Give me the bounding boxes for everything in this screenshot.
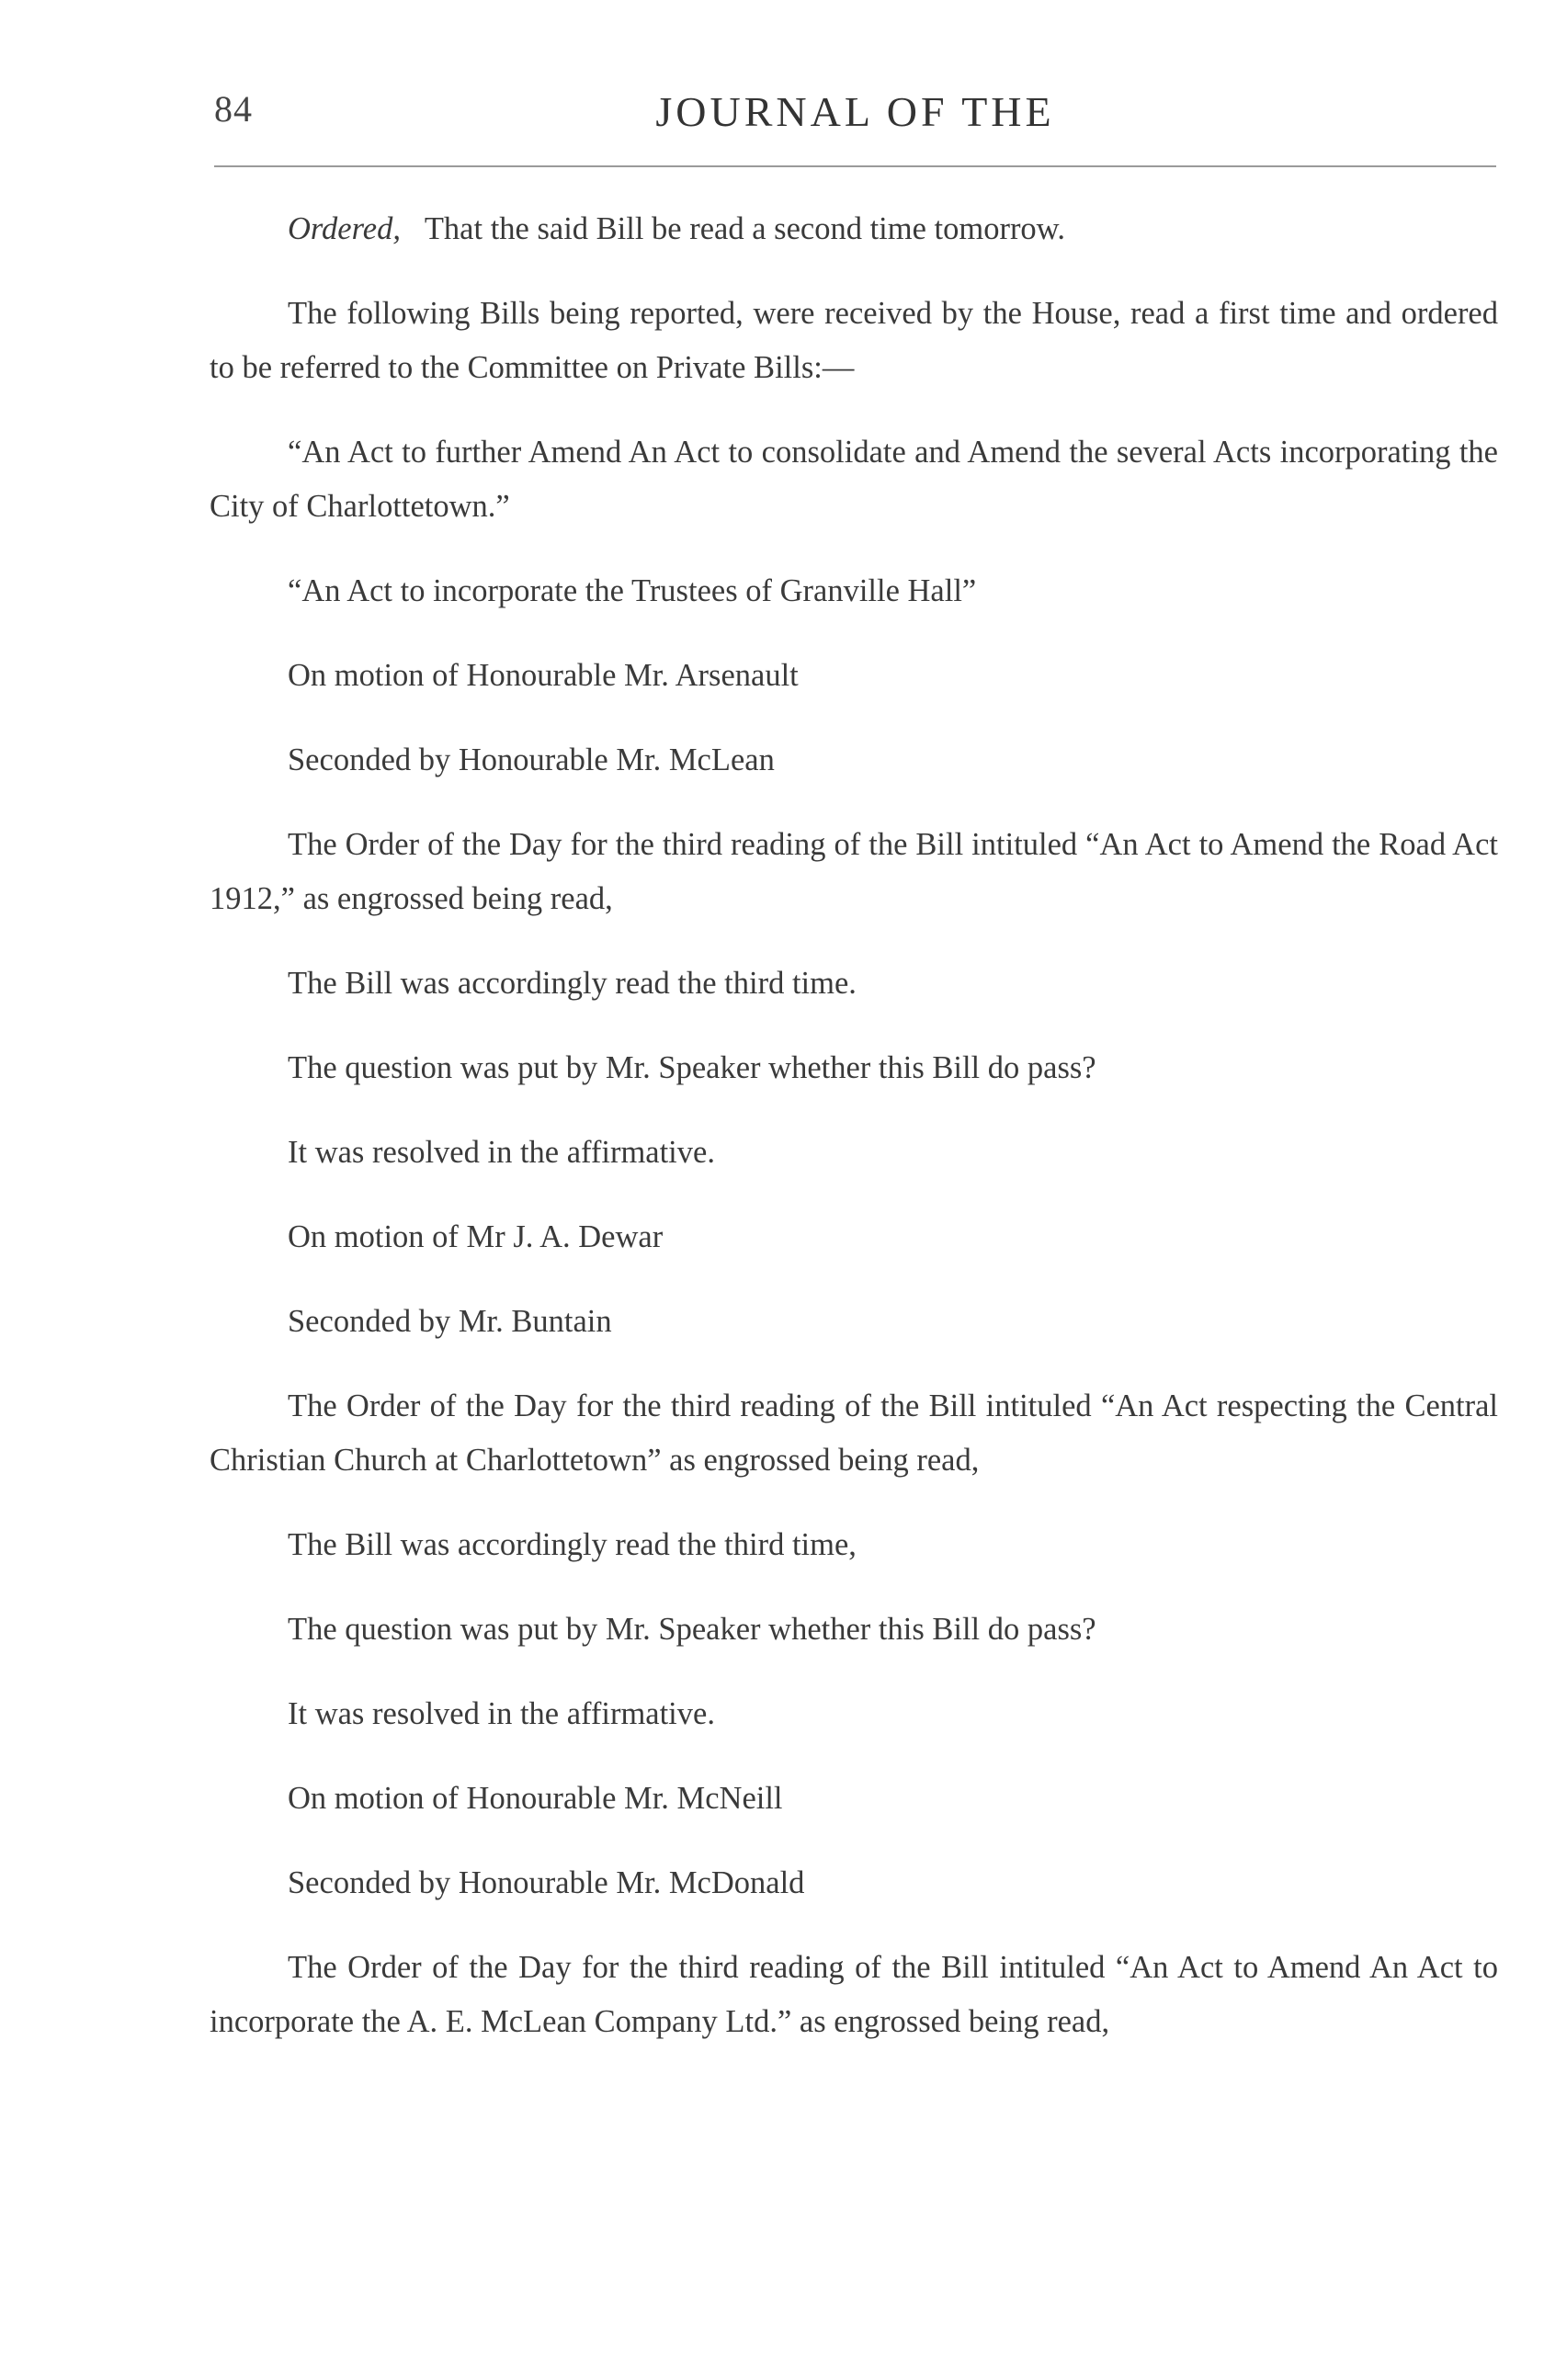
page-header <box>214 87 1496 152</box>
paragraph-motion-dewar: On motion of Mr J. A. Dewar <box>288 1219 664 1254</box>
ordered-text: That the said Bill be read a second time tomorrow. <box>424 211 1065 246</box>
paragraph-bills-reported: The following Bills being reported, were received by the House, read a first time and ordered to be referred to the Committee on Private Bills:— <box>210 296 1498 385</box>
paragraph-read-third-time-1: The Bill was accordingly read the third time. <box>288 966 857 1001</box>
paragraph-act-charlottetown: “An Act to further Amend An Act to consolidate and Amend the several Acts incorporating the City of Charlottetown.” <box>210 435 1498 524</box>
paragraph-order-christian-church: The Order of the Day for the third reading of the Bill intituled “An Act respecting the Central Christian Church at Charlottetown” as engrossed being read, <box>210 1388 1498 1478</box>
paragraph-order-road-act: The Order of the Day for the third reading of the Bill intituled “An Act to Amend the Road Act 1912,” as engrossed being read, <box>210 827 1498 916</box>
paragraph-seconded-mclean: Seconded by Honourable Mr. McLean <box>288 742 775 777</box>
paragraph-resolved-2: It was resolved in the affirmative. <box>288 1696 715 1731</box>
paragraph-read-third-time-2: The Bill was accordingly read the third time, <box>288 1527 857 1562</box>
journal-body <box>210 202 1498 2080</box>
page-number: 84 <box>214 88 253 130</box>
header-rule <box>214 165 1496 167</box>
paragraph-ordered <box>210 202 1498 256</box>
paragraph-motion-arsenault: On motion of Honourable Mr. Arsenault <box>288 658 799 693</box>
paragraph-seconded-buntain: Seconded by Mr. Buntain <box>288 1304 612 1339</box>
paragraph-question-2: The question was put by Mr. Speaker whether this Bill do pass? <box>288 1612 1096 1647</box>
paragraph-motion-mcneill: On motion of Honourable Mr. McNeill <box>288 1781 783 1816</box>
paragraph-seconded-mcdonald: Seconded by Honourable Mr. McDonald <box>288 1865 805 1900</box>
paragraph-question-1: The question was put by Mr. Speaker whether this Bill do pass? <box>288 1050 1096 1085</box>
paragraph-resolved-1: It was resolved in the affirmative. <box>288 1135 715 1170</box>
running-head: JOURNAL OF THE <box>655 88 1055 135</box>
paragraph-order-mclean-company: The Order of the Day for the third reading of the Bill intituled “An Act to Amend An Act to incorporate the A. E. McLean Company Ltd.” as engrossed being read, <box>210 1950 1498 2039</box>
paragraph-act-granville: “An Act to incorporate the Trustees of Granville Hall” <box>288 573 977 608</box>
ordered-lead: Ordered, <box>288 211 401 246</box>
